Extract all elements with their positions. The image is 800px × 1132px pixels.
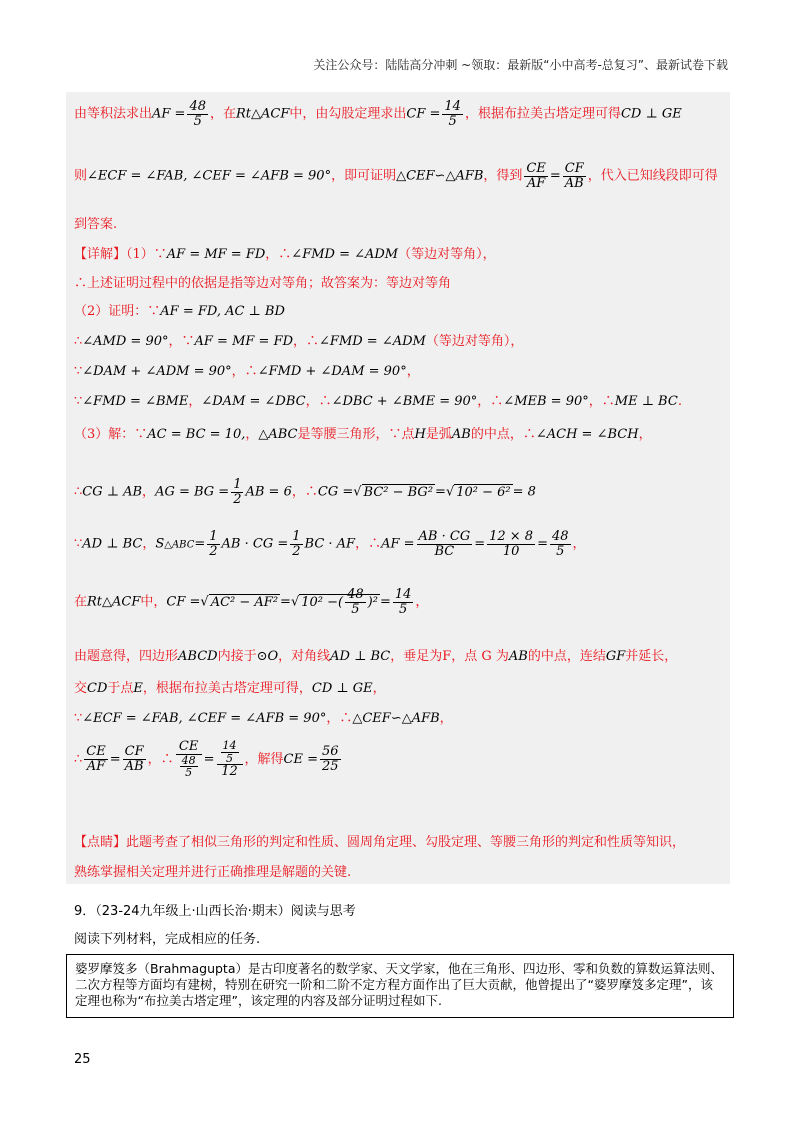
question-9-subtitle: 阅读下列材料，完成相应的任务. [74,932,261,947]
answer-line-11: ∴CG ⊥ AB，AG = BG = $\frac{1}{2}$ AB = 6，∴CG =√ BC² − BG² =√ 10² − 6² = 8 [74,477,536,507]
question-9-title: 9．（23-24九年级上·山西长治·期末）阅读与思考 [74,904,356,919]
answer-line-2: 则∠ECF = ∠FAB, ∠CEF = ∠AFB = 90°，即可证明△CEF∽△AFB，得到 $\frac{CE}{AF}$ = $\frac{CF}{AB}$ ，代入已知线段即可得 [74,161,718,191]
answer-line-7: ∴∠AMD = 90°，∵AF = MF = FD，∴∠FMD = ∠ADM（等边对等角）， [74,334,524,349]
answer-line-15: 交CD于点E，根据布拉美古塔定理可得，CD ⊥ GE， [74,681,386,696]
page-number: 25 [74,1052,91,1067]
answer-line-1: 由等积法求出AF = $\frac{48}{5}$ ，在Rt△ACF中，由勾股定理求出CF = $\frac{14}{5}$ ，根据布拉美古塔定理可得CD ⊥ GE [74,99,682,129]
answer-line-13: 在Rt△ACF中，CF =√ AC² − AF² =√ 10² −( $\frac{48}{5}$ )² = $\frac{14}{5}$ ， [74,587,429,617]
answer-line-3: 到答案. [74,217,118,232]
answer-line-14: 由题意得，四边形ABCD内接于⊙O，对角线AD ⊥ BC，垂足为F，点 G 为AB的中点，连结GF并延长， [74,649,678,664]
answer-line-10: （3）解：∵AC = BC = 10,，△ABC是等腰三角形，∵点H是弧AB的中点，∴∠ACH = ∠BCH， [74,427,652,442]
answer-line-8: ∵∠DAM + ∠ADM = 90°，∴∠FMD + ∠DAM = 90°， [74,364,420,379]
answer-line-9: ∵∠FMD = ∠BME，∠DAM = ∠DBC，∴∠DBC + ∠BME = 90°，∴∠MEB = 90°，∴ME ⊥ BC. [74,394,682,409]
answer-line-16: ∵∠ECF = ∠FAB, ∠CEF = ∠AFB = 90°，∴△CEF∽△AFB， [74,711,453,726]
answer-line-17: ∴ $\frac{CE}{AF}$ = $\frac{CF}{AB}$ ，∴ $\frac{CE}{\frac{48}{5}}$ = $\frac{\frac{14}{5}}{12}$ ，解得CE = $\frac{56}{25}$ [74,739,339,780]
material-box: 婆罗摩笈多（Brahmagupta）是古印度著名的数学家、天文学家，他在三角形、四边形、零和负数的算数运算法则、二次方程等方面均有建树，特别在研究一阶和二阶不定方程方面作出了巨大贡献，他曾提出了“婆罗摩笈多定理”，该定理也称为“布拉美古塔定理”，该定理的内容及部分证明过程如下. [66,954,734,1018]
answer-line-4: 【详解】（1）∵AF = MF = FD，∴∠FMD = ∠ADM（等边对等角）， [74,247,496,262]
page-header: 关注公众号：陆陆高分冲刺 ~领取：最新版“小中高考-总复习”、最新试卷下载 [313,58,728,72]
answer-line-12: ∵AD ⊥ BC，S△ABC= $\frac{1}{2}$ AB · CG = $\frac{1}{2}$ BC · AF，∴AF = $\frac{AB \cdot CG}{BC}$ = $\frac{12 \times 8}{10}$ = $\frac{48}{5}$ ， [74,529,586,559]
answer-line-18: 【点睛】此题考查了相似三角形的判定和性质、圆周角定理、勾股定理、等腰三角形的判定和性质等知识， [74,835,686,850]
answer-line-19: 熟练掌握相关定理并进行正确推理是解题的关键. [74,865,352,880]
answer-line-6: （2）证明：∵AF = FD, AC ⊥ BD [74,304,285,319]
answer-line-5: ∴上述证明过程中的依据是指等边对等角；故答案为：等边对等角 [74,276,452,291]
